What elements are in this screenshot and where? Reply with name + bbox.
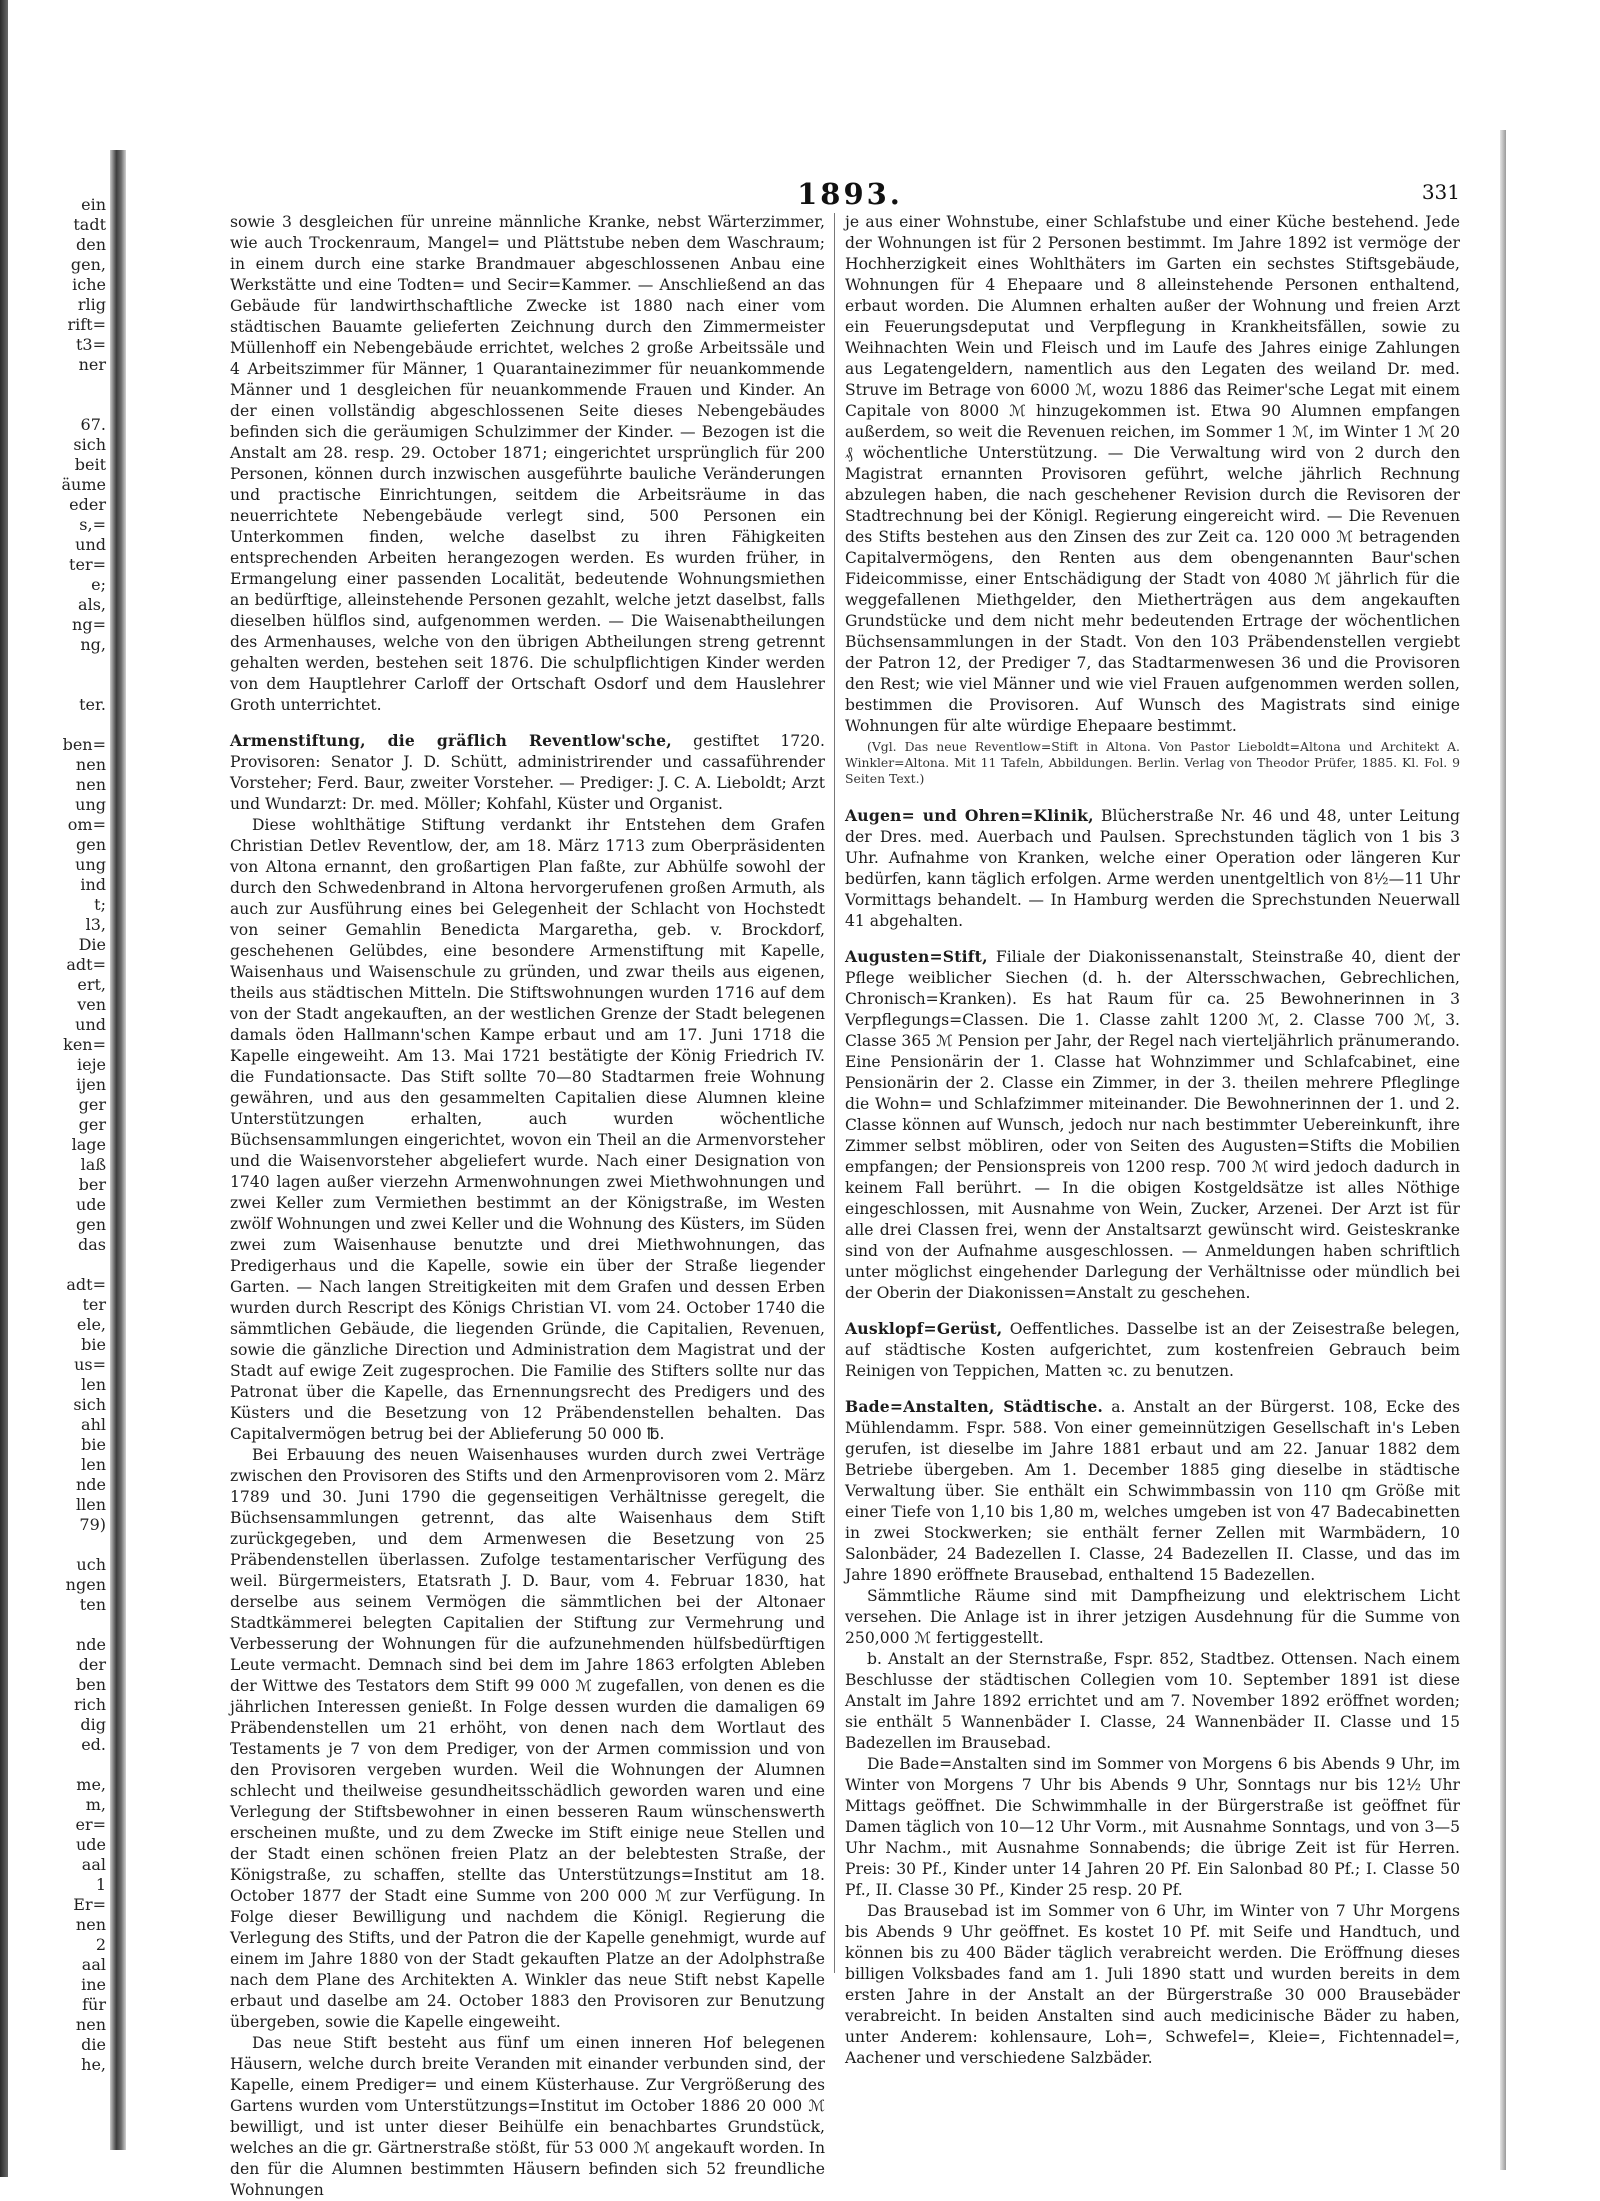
previous-page-fragment: dig xyxy=(80,1715,106,1734)
previous-page-fragment: als, xyxy=(78,595,106,614)
previous-page-fragment: he, xyxy=(81,2055,106,2074)
entry-text: Blücherstraße Nr. 46 und 48, unter Leitung der Dres. med. Auerbach und Paulsen. Sprechstunden täglich von 1 bis 3 Uhr. Aufnahme von Kranken, welche einer Operation oder längeren Kur bedürfen, kann täglich erfolgen. Arme werden unentgeltlich von 8½—11 Uhr Vormittags behandelt. — In Hamburg werden die Sprechstunden Neuerwall 41 abgehalten. xyxy=(845,807,1460,930)
previous-page-fragment: ber xyxy=(78,1175,106,1194)
previous-page-fragment: eder xyxy=(69,495,106,514)
previous-page-fragment: den xyxy=(75,235,106,254)
previous-page-fragment: m, xyxy=(85,1795,106,1814)
previous-page-fragment: ed. xyxy=(81,1735,106,1754)
previous-page-fragment: ter= xyxy=(69,555,106,574)
entry-text: Oeffentliches. Dasselbe ist an der Zeisestraße belegen, auf städtische Kosten aufgerichtet, zum kostenfreien Gebrauch beim Reinigen von Teppichen, Matten ꝛc. zu benutzen. xyxy=(845,1320,1460,1380)
previous-page-fragment: die xyxy=(81,2035,106,2054)
previous-page-fragment: l3, xyxy=(85,915,106,934)
reference-note: (Vgl. Das neue Reventlow=Stift in Altona. Von Pastor Lieboldt=Altona und Architekt A. Winkler=Altona. Mit 11 Tafeln, Abbildungen. Berlin. Verlag von Theodor Prüfer, 1885. Kl. Fol. 9 Seiten Text.) xyxy=(845,739,1460,786)
previous-page-fragment: Die xyxy=(78,935,106,954)
previous-page-fragment: lage xyxy=(71,1135,106,1154)
entry-text: Filiale der Diakonissenanstalt, Steinstraße 40, dient der Pflege weiblicher Siechen (d. h. der Altersschwachen, Gebrechlichen, Chronisch=Kranken). Es hat Raum für ca. 25 Bewohnerinnen in 3 Verpflegungs=Classen. Die 1. Classe zahlt 1200 ℳ, 2. Classe 700 ℳ, 3. Classe 365 ℳ Pension per Jahr, der Regel nach vierteljährlich pränumerando. Eine Pensionärin der 1. Classe hat Wohnzimmer und Schlafcabinet, eine Pensionärin der 2. Classe ein Zimmer, in der 3. theilen mehrere Pfleglinge die Wohn= und Schlafzimmer miteinander. Die Bewohnerinnen der 1. und 2. Classe können auf Wunsch, jedoch nur nach bestimmter Uebereinkunft, ihre Zimmer selbst möbliren, oder von Seiten des Augusten=Stifts die Mobilien empfangen; der Pensionspreis von 1200 resp. 700 ℳ wird jedoch dadurch in keinem Fall berührt. — In die obigen Kostgeldsätze ist alles Nöthige eingeschlossen, mit Ausnahme von Wein, Zucker, Arzenei. Der Arzt ist für alle drei Classen frei, wenn der Anstaltsarzt gewünscht wird. Geisteskranke sind von der Aufnahme ausgeschlossen. — Anmeldungen haben schriftlich unter möglichst eingehender Darlegung der Verhältnisse oder mündlich bei der Oberin der Diakonissen=Anstalt zu geschehen. xyxy=(845,948,1460,1302)
outer-edge-shadow xyxy=(0,0,8,2177)
right-column xyxy=(845,212,1460,2069)
previous-page-fragment: ude xyxy=(75,1195,106,1214)
previous-page-fragment: 79) xyxy=(79,1515,106,1534)
left-column xyxy=(230,212,825,2201)
previous-page-fragment: ieje xyxy=(76,1055,106,1074)
previous-page-fragment: len xyxy=(81,1455,106,1474)
previous-page-fragment: ung xyxy=(75,855,106,874)
previous-page-fragment: ken= xyxy=(63,1035,106,1054)
previous-page-fragment: nen xyxy=(75,1915,106,1934)
paragraph: Die Bade=Anstalten sind im Sommer von Morgens 6 bis Abends 9 Uhr, im Winter von Morgens 7 Uhr bis Abends 9 Uhr, Sonntags nur bis 12½ Uhr Mittags geöffnet. Die Schwimmhalle in der Bürgerstraße ist geöffnet für Damen täglich von 10—12 Uhr Vorm., mit Ausnahme Sonntags, und von 3—5 Uhr Nachm., mit Ausnahme Sonnabends; die übrige Zeit ist für Herren. Preis: 30 Pf., Kinder unter 14 Jahren 20 Pf. Ein Salonbad 80 Pf.; I. Classe 50 Pf., II. Classe 30 Pf., Kinder 25 resp. 20 Pf. xyxy=(845,1755,1460,1899)
page-edge-shadow xyxy=(1500,130,1506,2170)
entry-intro: gestiftet 1720. Provisoren: Senator J. D. Schütt, administrirender und cassaführender Vorsteher; Ferd. Baur, zweiter Vorsteher. — Prediger: J. C. A. Lieboldt; Arzt und Wundarzt: Dr. med. Möller; Kohfahl, Küster und Organist. xyxy=(230,732,825,813)
previous-page-fragment: tadt xyxy=(73,215,106,234)
paragraph: Bei Erbauung des neuen Waisenhauses wurden durch zwei Verträge zwischen den Provisoren des Stifts und den Armenprovisoren vom 2. März 1789 und 30. Juni 1790 die gegenseitigen Verhältnisse geregelt, die Büchsensammlungen getrennt, das alte Waisenhaus dem Stift zurückgegeben, und dem Armenwesen die Besetzung von 25 Präbendenstellen überlassen. Zufolge testamentarischer Verfügung des weil. Bürgermeisters, Etatsrath J. D. Baur, vom 4. Februar 1830, hat derselbe aus seinem Vermögen die sämmtlichen bei der Altonaer Stadtkämmerei belegten Capitalien der Stiftung zur Vermehrung und Verbesserung der Wohnungen für die aufzunehmenden hülfsbedürftigen Leute vermacht. Demnach sind bei dem im Jahre 1863 erfolgten Ableben der Wittwe des Testators dem Stift 99 000 ℳ zugefallen, von denen es die jährlichen Interessen genießt. In Folge dessen wurden die damaligen 69 Präbendenstellen um 21 erhöht, von denen nach dem Wortlaut des Testaments je 7 von dem Prediger, von der Armen commission und von den Provisoren vergeben wurden. Weil die Wohnungen der Alumnen schlecht und theilweise gesundheitsschädlich geworden waren und eine Verlegung der Stiftsbewohner in einen besseren Raum wünschenswerth erscheinen mußte, und zu dem Zwecke im Stift einige neue Stellen und der Stadt einen schönen freien Platz an der belebtesten Straße, der Königstraße, zu schaffen, stellte das Unterstützungs=Institut am 18. October 1877 der Stadt eine Summe von 200 000 ℳ zur Verfügung. In Folge dieser Bewilligung und nachdem die Königl. Regierung die Verlegung des Stifts, und der Patron die der Kapelle genehmigt, wurde auf einem im Jahre 1880 von der Stadt gekauften Platze an der Adolphstraße nach dem Plane des Architekten A. Winkler das neue Stift nebst Kapelle erbaut und daselbe am 24. October 1883 den Provisoren zur Benutzung übergeben, sowie die Kapelle eingeweiht. xyxy=(230,1446,825,2031)
previous-page-fragment: ben= xyxy=(62,735,106,754)
previous-page-fragment: ten xyxy=(79,1595,106,1614)
previous-page-fragment: rift= xyxy=(67,315,106,334)
previous-page-fragment: laß xyxy=(80,1155,106,1174)
previous-page-fragment: len xyxy=(81,1375,106,1394)
entry-heading: Ausklopf=Gerüst, xyxy=(845,1319,1003,1338)
previous-page-margin xyxy=(10,195,108,2074)
previous-page-fragment: sich xyxy=(73,435,106,454)
previous-page-fragment: gen xyxy=(75,835,106,854)
previous-page-fragment: nen xyxy=(75,755,106,774)
previous-page-fragment: adt= xyxy=(66,955,106,974)
previous-page-fragment: nen xyxy=(75,2015,106,2034)
previous-page-fragment: ven xyxy=(77,995,106,1014)
paragraph: Sämmtliche Räume sind mit Dampfheizung und elektrischem Licht versehen. Die Anlage ist in ihrer jetzigen Ausdehnung für die Summe von 250,000 ℳ fertiggestellt. xyxy=(845,1587,1460,1647)
previous-page-fragment: er= xyxy=(75,1815,106,1834)
previous-page-fragment: aal xyxy=(81,1855,106,1874)
previous-page-fragment: ger xyxy=(78,1095,106,1114)
previous-page-fragment: ert, xyxy=(77,975,106,994)
previous-page-fragment: e; xyxy=(91,575,106,594)
paragraph: Das Brausebad ist im Sommer von 6 Uhr, im Winter von 7 Uhr Morgens bis Abends 9 Uhr geöffnet. Es kostet 10 Pf. mit Seife und Handtuch, und können bis zu 400 Bäder täglich verabreicht werden. Die Eröffnung dieses billigen Volksbades fand am 1. Juli 1890 statt und wurden bereits in dem ersten Jahre in der Anstalt an der Bürgerstraße 30 000 Brausebäder verabreicht. In beiden Anstalten sind auch medicinische Bäder zu haben, unter Anderem: kohlensaure, Loh=, Schwefel=, Kleie=, Fichtennadel=, Aachener und verschiedene Salzbäder. xyxy=(845,1902,1460,2067)
previous-page-fragment: 1 xyxy=(95,1875,106,1894)
previous-page-fragment: ngen xyxy=(65,1575,106,1594)
entry-heading: Augen= und Ohren=Klinik, xyxy=(845,806,1094,825)
previous-page-fragment: om= xyxy=(67,815,106,834)
previous-page-fragment: und xyxy=(75,1015,106,1034)
previous-page-fragment: me, xyxy=(76,1775,106,1794)
previous-page-fragment: bie xyxy=(81,1335,106,1354)
previous-page-fragment: adt= xyxy=(66,1275,106,1294)
entry-ausklopf-geruest xyxy=(845,1318,1460,1382)
continued-paragraph: je aus einer Wohnstube, einer Schlafstube und einer Küche bestehend. Jede der Wohnungen ist für 2 Personen bestimmt. Im Jahre 1892 ist vermöge der Hochherzigkeit eines Wohlthäters im Garten ein sechstes Stiftsgebäude, Wohnungen für 4 Ehepaare und 8 alleinstehende Personen enthaltend, erbaut worden. Die Alumnen erhalten außer der Wohnung und freien Arzt ein Feuerungsdeputat und Verpflegung in Krankheitsfällen, sowie zu Weihnachten Wein und Fleisch und im Laufe des Jahres einige Zahlungen aus Legatengeldern, namentlich aus den Legaten des weiland Dr. med. Struve im Betrage von 6000 ℳ, wozu 1886 das Reimer'sche Legat mit einem Capitale von 8000 ℳ hinzugekommen ist. Etwa 90 Alumnen empfangen außerdem, so weit die Revenuen reichen, im Sommer 1 ℳ, im Winter 1 ℳ 20 ₰ wöchentliche Unterstützung. — Die Verwaltung wird von 2 durch den Magistrat ernannten Provisoren geführt, welche jährlich Rechnung abzulegen haben, die nach geschehener Revision durch die Revisoren der Stadtrechnung bei der Königl. Regierung eingereicht wird. — Die Revenuen des Stifts bestehen aus den Zinsen des zur Zeit ca. 120 000 ℳ betragenden Capitalvermögens, den Renten aus dem obengenannten Baur'schen Fideicommisse, einer Entschädigung der Stadt von 4080 ℳ jährlich für die weggefallenen Miethgelder, den Mietherträgen aus dem angekauften Grundstücke und dem nicht mehr bedeutenden Ertrage der wöchentlichen Büchsensammlungen in der Stadt. Von den 103 Präbendenstellen vergiebt der Patron 12, der Prediger 7, das Stadtarmenwesen 36 und die Provisoren den Rest; wie viel Männer und wie viel Frauen aufgenommen werden sollen, bestimmen die Provisoren. Auf Wunsch des Magistrats sind einige Wohnungen für alte würdige Ehepaare bestimmt. xyxy=(845,213,1460,735)
continued-paragraph: sowie 3 desgleichen für unreine männliche Kranke, nebst Wärterzimmer, wie auch Trockenraum, Mangel= und Plättstube neben dem Waschraum; in einem durch eine starke Brandmauer abgeschlossenen Anbau eine Werkstätte und eine Todten= und Secir=Kammer. — Anschließend an das Gebäude für landwirthschaftliche Zwecke ist 1880 nach einer vom städtischen Bauamte gelieferten Zeichnung durch den Zimmermeister Müllenhoff ein Nebengebäude errichtet, welches 2 große Arbeitssäle und 4 Arbeitszimmer für Männer, 1 Quarantainezimmer für neuankommende Männer und 1 desgleichen für neuankommende Frauen und Kinder. An der einen vollständig abgeschlossenen Seite dieses Nebengebäudes befinden sich die geräumigen Schulzimmer der Kinder. — Bezogen ist die Anstalt am 28. resp. 29. October 1871; eingerichtet ursprünglich für 200 Personen, können durch inzwischen ausgeführte bauliche Veränderungen und practische Einrichtungen, seitdem die Arbeitsräume in das neuerrichtete Nebengebäude verlegt sind, 500 Personen ein Unterkommen finden, welche daselbst zu ihren Fähigkeiten entsprechenden Arbeiten herangezogen werden. Es wurden früher, in Ermangelung einer passenden Localität, bedeutende Wohnungsmiethen an bedürftige, alleinstehende Personen gezahlt, welche jetzt daselbst, falls dieselben hülflos sind, aufgenommen werden. — Die Waisenabtheilungen des Armenhauses, welche von den übrigen Abtheilungen streng getrennt gehalten werden, bestehen seit 1876. Die schulpflichtigen Kinder werden von dem Hauptlehrer Carloff der Ortschaft Osdorf und dem Hauslehrer Groth unterrichtet. xyxy=(230,213,825,714)
previous-page-fragment: bie xyxy=(81,1435,106,1454)
previous-page-fragment: 67. xyxy=(80,415,106,434)
previous-page-fragment: sich xyxy=(73,1395,106,1414)
previous-page-fragment: das xyxy=(78,1235,106,1254)
previous-page-fragment: us= xyxy=(74,1355,106,1374)
previous-page-fragment: Er= xyxy=(73,1895,106,1914)
entry-heading: Augusten=Stift, xyxy=(845,947,988,966)
previous-page-fragment: ung xyxy=(75,795,106,814)
entry-heading: Armenstiftung, die gräflich Reventlow'sche, xyxy=(230,731,672,750)
previous-page-fragment: der xyxy=(78,1655,106,1674)
previous-page-fragment: t; xyxy=(94,895,106,914)
running-header-year: 1893. xyxy=(797,177,903,211)
previous-page-fragment: und xyxy=(75,535,106,554)
book-gutter xyxy=(110,150,126,2150)
previous-page-fragment: nen xyxy=(75,775,106,794)
previous-page-fragment: rich xyxy=(73,1695,106,1714)
previous-page-fragment: ner xyxy=(78,355,106,374)
page-number: 331 xyxy=(1421,180,1460,204)
previous-page-fragment: ine xyxy=(81,1975,106,1994)
entry-augusten-stift xyxy=(845,946,1460,1304)
previous-page-fragment: ude xyxy=(75,1835,106,1854)
previous-page-fragment: gen xyxy=(75,1215,106,1234)
previous-page-fragment: ind xyxy=(80,875,106,894)
entry-text: a. Anstalt an der Bürgerst. 108, Ecke des Mühlendamm. Fspr. 588. Von einer gemeinnützigen Gesellschaft in's Leben gerufen, ist dieselbe im Jahre 1881 erbaut und am 22. Januar 1882 dem Betriebe übergeben. Am 1. December 1885 ging dieselbe in städtische Verwaltung über. Sie enthält ein Schwimmbassin von 110 qm Größe mit einer Tiefe von 1,10 bis 1,80 m, welches umgeben ist von 47 Badecabinetten in zwei Stockwerken; sie enthält ferner Zellen mit Warmbädern, 10 Salonbäder, 24 Badezellen I. Classe, 24 Badezellen II. Classe, und das im Jahre 1890 eröffnete Brausebad, enthaltend 15 Badezellen. xyxy=(845,1398,1460,1584)
previous-page-fragment: rlig xyxy=(77,295,106,314)
previous-page-fragment: gen, xyxy=(70,255,106,274)
previous-page-fragment: ahl xyxy=(81,1415,106,1434)
previous-page-fragment: aal xyxy=(81,1955,106,1974)
previous-page-fragment: iche xyxy=(72,275,106,294)
previous-page-fragment: ter xyxy=(82,1295,106,1314)
previous-page-fragment: ter. xyxy=(79,695,106,714)
previous-page-fragment: äume xyxy=(61,475,106,494)
previous-page-fragment: ng, xyxy=(80,635,106,654)
previous-page-fragment: nde xyxy=(75,1635,106,1654)
previous-page-fragment: ng= xyxy=(72,615,106,634)
previous-page-fragment: nde xyxy=(75,1475,106,1494)
entry-heading: Bade=Anstalten, Städtische. xyxy=(845,1397,1104,1416)
previous-page-fragment: ben xyxy=(75,1675,106,1694)
paragraph: Diese wohlthätige Stiftung verdankt ihr Entstehen dem Grafen Christian Detlev Reventlow, der, am 18. März 1713 zum Oberpräsidenten von Altona ernannt, den großartigen Plan faßte, zur Abhülfe sowohl der durch den Schwedenbrand in Altona hervorgerufenen großen Armuth, als auch zur Ausführung eines bei Gelegenheit der Schlacht von Hochstedt von seiner Gemahlin Benedicta Margaretha, geb. v. Brockdorf, geschehenen Gelübdes, eine besondere Armenstiftung mit Kapelle, Waisenhaus und Waisenschule zu gründen, und zwar theils aus eigenen, theils aus städtischen Mitteln. Die Stiftswohnungen wurden 1716 auf dem von der Stadt angekauften, an der westlichen Grenze der Stadt belegenen damals öden Hallmann'schen Kampe erbaut und am 17. Juni 1718 die Kapelle eingeweiht. Am 13. Mai 1721 bestätigte der König Friedrich IV. die Fundationsacte. Das Stift sollte 70—80 Stadtarmen freie Wohnung gewähren, und aus den gesammelten Capitalien diese Alumnen kleine Unterstützungen erhalten, auch wurden wöchentliche Büchsensammlungen eingerichtet, wovon ein Theil an die Armenvorsteher und die Waisenvorsteher abgeliefert wurde. Nach einer Designation von 1740 lagen außer vierzehn Armenwohnungen zwei Miethwohnungen und zwei Keller zum Vermiethen bestimmt an der Königstraße, im Westen zwölf Wohnungen und zwei Keller und die Wohnung des Küsters, im Süden zwei zum Waisenhause benutzte und drei Miethwohnungen, das Predigerhaus und die Kapelle, sowie ein über der Straße liegender Garten. — Nach langen Streitigkeiten mit dem Grafen und dessen Erben wurden durch Rescript des Königs Christian VI. vom 24. October 1740 die sämmtlichen Gebäude, die liegenden Gründe, die Capitalien, Revenuen, sowie die gänzliche Direction und Administration dem Magistrat und der Stadt auf ewige Zeit zugesprochen. Die Familie des Stifters sollte nur das Patronat über die Kapelle, das Ernennungsrecht des Predigers und des Küsters und die Besetzung von 12 Präbendenstellen behalten. Das Capitalvermögen betrug bei der Ablieferung 50 000 ℔. xyxy=(230,816,825,1443)
entry-augen-klinik xyxy=(845,805,1460,932)
column-divider xyxy=(834,213,835,1973)
previous-page-fragment: uch xyxy=(76,1555,106,1574)
previous-page-fragment: beit xyxy=(74,455,106,474)
previous-page-fragment: für xyxy=(82,1995,106,2014)
entry-bade-anstalten xyxy=(845,1396,1460,1586)
previous-page-fragment: ijen xyxy=(76,1075,106,1094)
previous-page-fragment: ein xyxy=(81,195,106,214)
previous-page-fragment: 2 xyxy=(95,1935,106,1954)
paragraph: Das neue Stift besteht aus fünf um einen inneren Hof belegenen Häusern, welche durch breite Veranden mit einander verbunden sind, der Kapelle, einem Prediger= und einem Küsterhause. Zur Vergrößerung des Gartens wurden vom Unterstützungs=Institut im October 1886 20 000 ℳ bewilligt, und ist unter dieser Beihülfe ein benachbartes Grundstück, welches an die gr. Gärtnerstraße stößt, für 53 000 ℳ angekauft worden. In den für die Alumnen bestimmten Häusern befinden sich 52 freundliche Wohnungen xyxy=(230,2034,825,2199)
entry-armenstiftung xyxy=(230,730,825,815)
previous-page-fragment: s,= xyxy=(79,515,106,534)
previous-page-fragment: ele, xyxy=(76,1315,106,1334)
previous-page-fragment: ger xyxy=(78,1115,106,1134)
previous-page-fragment: llen xyxy=(75,1495,106,1514)
previous-page-fragment: t3= xyxy=(75,335,106,354)
paragraph: b. Anstalt an der Sternstraße, Fspr. 852, Stadtbez. Ottensen. Nach einem Beschlusse der städtischen Collegien vom 10. September 1891 ist diese Anstalt im Jahre 1892 errichtet und am 7. November 1892 eröffnet worden; sie enthält 5 Wannenbäder I. Classe, 24 Wannenbäder II. Classe und 15 Badezellen im Brausebad. xyxy=(845,1650,1460,1752)
